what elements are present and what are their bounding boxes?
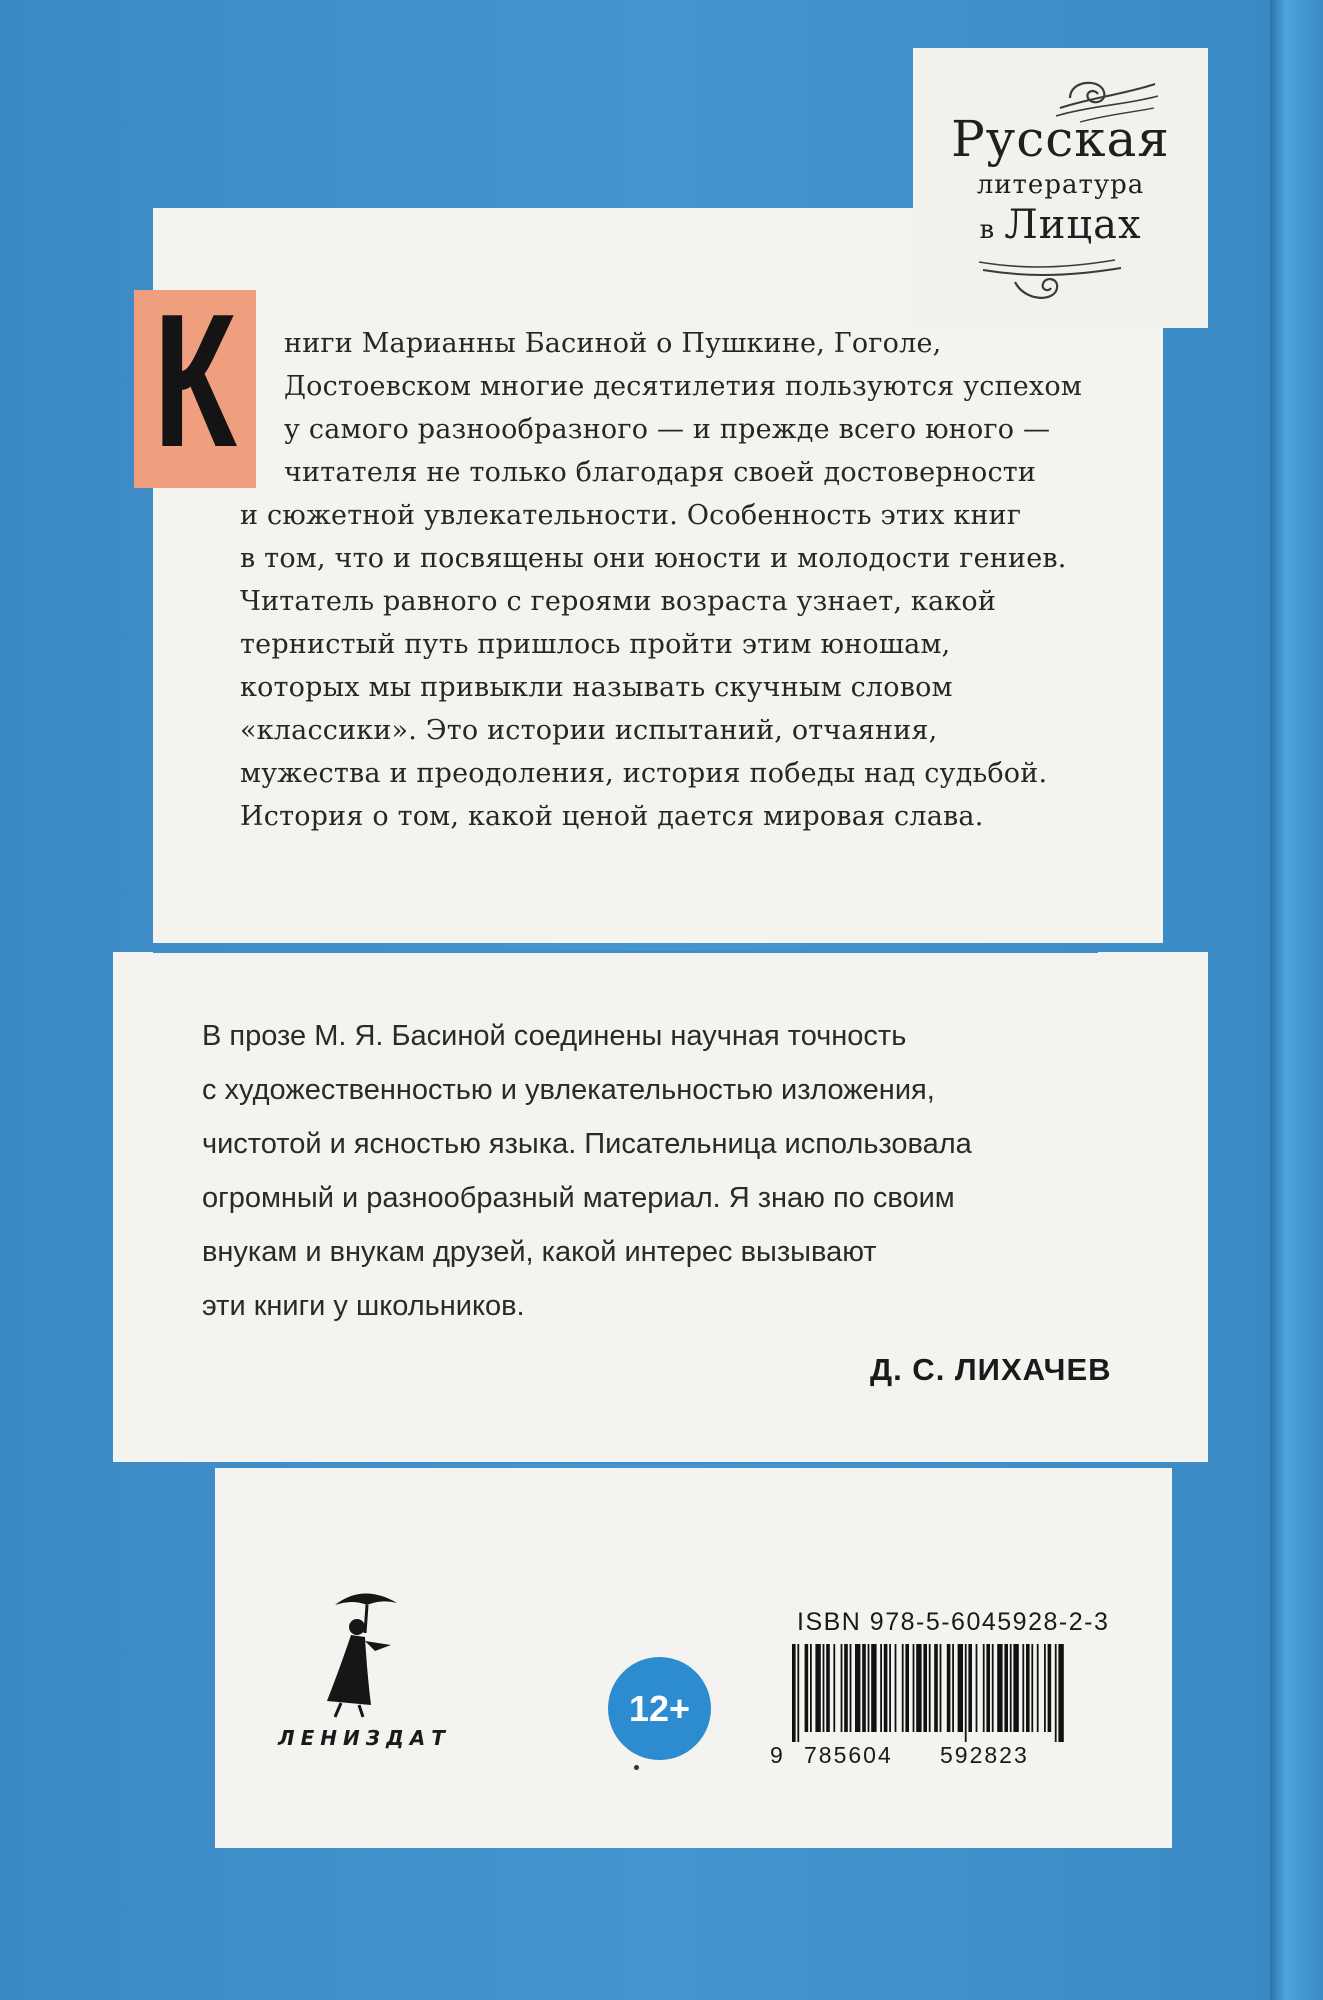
description-line: «классики». Это истории испытаний, отчаяния, xyxy=(240,715,938,746)
panel-divider-line xyxy=(153,951,1098,953)
description-line: в том, что и посвящены они юности и молодости гениев. xyxy=(240,543,1067,574)
description-line: и сюжетной увлекательности. Особенность этих книг xyxy=(240,500,1022,531)
barcode-bar xyxy=(884,1644,888,1732)
description-line: у самого разнообразного — и прежде всего юного — xyxy=(284,414,1051,445)
series-title-line1: Русская xyxy=(951,110,1170,168)
barcode-bar xyxy=(992,1644,994,1732)
series-title-line3 xyxy=(913,202,1208,248)
barcode-bar xyxy=(1037,1644,1039,1732)
barcode-bar xyxy=(833,1644,835,1732)
barcode-bar xyxy=(844,1644,848,1732)
barcode-bar xyxy=(895,1644,897,1732)
quote-author: Д. С. ЛИХАЧЕВ xyxy=(870,1352,1112,1387)
quote-line: огромный и разнообразный материал. Я знаю по своим xyxy=(202,1182,955,1214)
barcode-bar xyxy=(968,1644,972,1732)
quote-line: чистотой и ясностью языка. Писательница использовала xyxy=(202,1128,972,1160)
barcode-bar xyxy=(1044,1644,1046,1732)
barcode-digits-right: 592823 xyxy=(940,1742,1029,1768)
figure-with-umbrella-icon xyxy=(305,1585,435,1720)
barcode-bar xyxy=(815,1644,820,1732)
print-dot xyxy=(634,1765,639,1770)
barcode-bar xyxy=(958,1644,963,1732)
description-line: читателя не только благодаря своей достоверности xyxy=(284,457,1037,488)
barcode-bar xyxy=(850,1644,852,1732)
barcode-bar xyxy=(855,1644,860,1732)
barcode-bar xyxy=(934,1644,938,1732)
barcode-bar xyxy=(810,1644,812,1732)
barcode-bar xyxy=(797,1644,799,1742)
barcode-bar xyxy=(952,1644,954,1732)
description-line: тернистый путь пришлось пройти этим юношам, xyxy=(240,629,951,660)
barcode-bar xyxy=(868,1644,870,1732)
swirl-ornament-icon xyxy=(975,248,1125,308)
age-rating-badge: 12+ xyxy=(608,1657,711,1760)
barcode-bar xyxy=(871,1644,876,1732)
barcode-bar xyxy=(940,1644,942,1732)
description-line: ниги Марианны Басиной о Пушкине, Гоголе, xyxy=(284,328,942,359)
barcode-bar xyxy=(976,1644,978,1732)
barcode-bar xyxy=(1026,1644,1030,1732)
cover-spine-edge xyxy=(1270,0,1323,2000)
barcode-digits-left: 785604 xyxy=(804,1742,893,1768)
description-line: История о том, какой ценой дается мировая слава. xyxy=(240,801,984,832)
barcode-bar xyxy=(929,1644,931,1732)
barcode-bar xyxy=(986,1644,990,1732)
barcode-bar xyxy=(841,1644,843,1732)
barcode-bar xyxy=(983,1644,985,1732)
barcode-bar xyxy=(916,1644,921,1732)
barcode-bar xyxy=(902,1644,904,1732)
barcode-bar xyxy=(823,1644,825,1732)
panel-divider-line xyxy=(308,1462,1208,1464)
description-line: Читатель равного с героями возраста узнает, какой xyxy=(240,586,997,617)
barcode-bar xyxy=(1048,1644,1052,1732)
description-line: мужества и преодоления, история победы над судьбой. xyxy=(240,758,1048,789)
barcode xyxy=(792,1644,1068,1742)
series-title-word-v: в xyxy=(979,215,996,245)
barcode-bar xyxy=(805,1644,809,1732)
barcode-bar xyxy=(889,1644,891,1732)
quote-line: эти книги у школьников. xyxy=(202,1290,525,1322)
barcode-bar xyxy=(923,1644,927,1732)
barcode-digit-first: 9 xyxy=(770,1742,785,1768)
barcode-bar xyxy=(913,1644,915,1732)
quote-line: внукам и внукам друзей, какой интерес вызывают xyxy=(202,1236,877,1268)
barcode-bar xyxy=(997,1644,1002,1732)
barcode-bar xyxy=(905,1644,909,1732)
barcode-bar xyxy=(1004,1644,1008,1732)
description-line: которых мы привыкли называть скучным словом xyxy=(240,672,953,703)
barcode-bar xyxy=(1010,1644,1012,1732)
barcode-bar xyxy=(826,1644,830,1732)
barcode-bar xyxy=(792,1644,796,1742)
publisher-name: ЛЕНИЗДАТ xyxy=(278,1726,451,1750)
barcode-bar xyxy=(1022,1644,1024,1732)
barcode-bar xyxy=(880,1644,882,1732)
barcode-bar xyxy=(1055,1644,1057,1742)
barcode-bar xyxy=(1058,1644,1063,1742)
drop-cap-letter: К xyxy=(153,275,237,487)
barcode-bar xyxy=(965,1644,967,1742)
series-title-line2: литература xyxy=(976,170,1145,200)
barcode-bar xyxy=(1013,1644,1018,1732)
barcode-bar xyxy=(1031,1644,1033,1732)
isbn-label: ISBN 978-5-6045928-2-3 xyxy=(797,1608,1110,1636)
barcode-bar xyxy=(947,1644,951,1732)
series-title-word-litsakh: Лицах xyxy=(1004,202,1142,248)
quote-line: В прозе М. Я. Басиной соединены научная точность xyxy=(202,1020,907,1052)
description-line: Достоевском многие десятилетия пользуются успехом xyxy=(284,371,1083,402)
quote-line: с художественностью и увлекательностью изложения, xyxy=(202,1074,935,1106)
barcode-bar xyxy=(862,1644,866,1732)
